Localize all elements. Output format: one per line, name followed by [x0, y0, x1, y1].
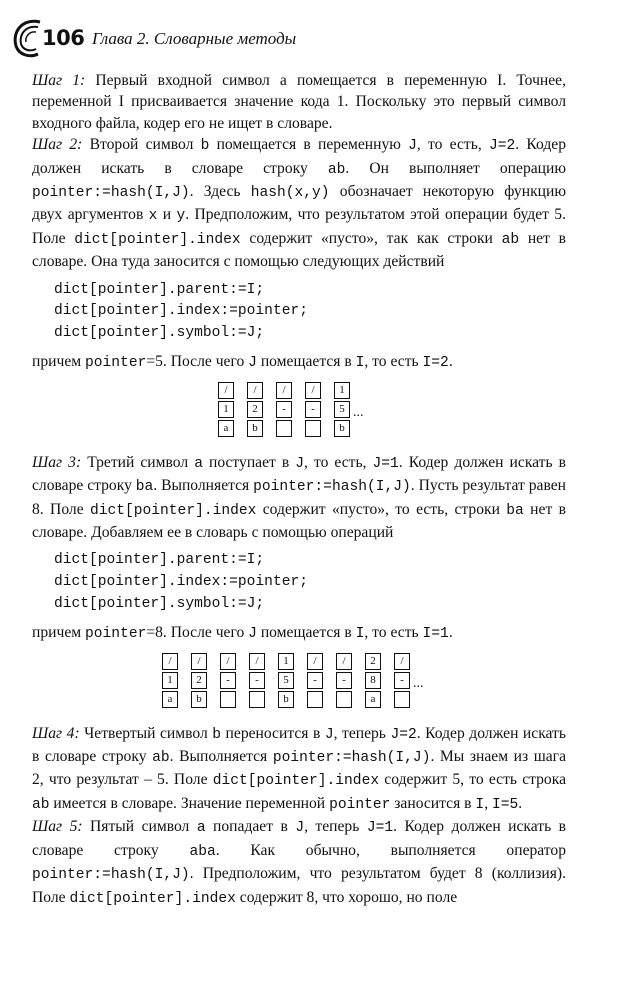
dict-index-cell: - — [220, 672, 236, 689]
text: . Кодер должен искать в словаре строку — [32, 724, 566, 766]
dict-symbol-cell — [394, 691, 410, 708]
dict-entry — [191, 653, 207, 710]
text: , теперь — [304, 818, 367, 836]
text: содержит «пусто», так как строки — [240, 229, 502, 247]
text: обозначает некоторую функцию двух аргументов — [32, 183, 566, 224]
text: и — [157, 206, 177, 224]
text: попадает в — [205, 818, 296, 836]
code-inline: J=1 — [372, 455, 399, 472]
step4-paragraph — [32, 723, 566, 817]
text: . Здесь — [189, 183, 251, 201]
text: содержит «пусто», то есть, строки — [256, 500, 507, 518]
code-inline: J=2 — [488, 138, 516, 155]
dict-parent-cell: / — [191, 653, 207, 670]
ellipsis: ... — [413, 675, 424, 691]
dict-entry — [336, 653, 352, 710]
code-inline: J=1 — [366, 820, 394, 837]
text: причем — [32, 624, 86, 642]
dict-parent-cell: / — [307, 653, 323, 670]
dict-entry — [249, 653, 265, 710]
code-inline: I — [355, 626, 365, 643]
step1-text: Первый входной символ a помещается в переменную I. Точнее, переменной I присваивается значение кода 1. Поскольку это первый символ входного файла, кодер его не ищет в словаре. — [32, 72, 566, 132]
dictionary-diagram-2 — [32, 653, 566, 713]
dict-index-cell: 5 — [334, 401, 350, 418]
dict-index-cell: - — [336, 672, 352, 689]
code-inline: I=1 — [422, 626, 449, 643]
text: . — [448, 353, 453, 371]
code-line: dict[pointer].index:=pointer; — [54, 303, 308, 320]
text: содержит 5, то есть строка — [379, 771, 566, 789]
text: нет в словаре. Она туда заносится с помощью следующих действий — [32, 229, 566, 271]
text: имеется в словаре. Значение переменной — [49, 794, 330, 812]
code-inline: b — [212, 726, 222, 743]
text: . Он выполняет операцию — [345, 159, 567, 177]
code-inline: aba — [189, 843, 216, 860]
text: переносится в — [221, 724, 325, 742]
chapter-swirl-icon — [12, 18, 46, 58]
dict-index-cell: 8 — [365, 672, 381, 689]
code-inline: b — [200, 138, 210, 155]
dict-index-cell: 5 — [278, 672, 294, 689]
code-inline: J — [295, 820, 305, 837]
dict-entry — [394, 653, 410, 710]
dict-index-cell: 1 — [162, 672, 178, 689]
text: , то есть — [364, 353, 423, 371]
text: . — [448, 624, 453, 642]
dict-entry — [307, 653, 323, 710]
page-header — [12, 18, 612, 62]
code-inline: dict[pointer].index — [212, 773, 380, 790]
page-number: 106 — [42, 26, 85, 50]
code-block — [54, 550, 566, 615]
dict-entry — [218, 382, 234, 439]
text: , то есть — [364, 624, 423, 642]
dict-symbol-cell: b — [247, 420, 263, 437]
text: . Выполняется — [169, 748, 273, 766]
text: заносится в — [390, 794, 476, 812]
code-inline: J=2 — [390, 726, 417, 743]
running-title: Глава 2. Словарные методы — [92, 29, 297, 48]
dict-parent-cell: / — [305, 382, 321, 399]
dict-entry — [365, 653, 381, 710]
code-inline: pointer:=hash(I,J) — [32, 185, 190, 202]
dict-index-cell: 1 — [218, 401, 234, 418]
code-line: dict[pointer].parent:=I; — [54, 281, 265, 298]
dict-parent-cell: / — [394, 653, 410, 670]
code-line: dict[pointer].index:=pointer; — [54, 574, 308, 591]
dictionary-diagram-1 — [32, 382, 566, 442]
code-inline: pointer — [85, 626, 147, 643]
dict-symbol-cell: b — [334, 420, 350, 437]
code-inline: I — [475, 796, 485, 813]
step-label: Шаг 4: — [32, 724, 80, 742]
text: , — [484, 794, 492, 812]
text: . Предположим, что результатом этой операции будет 5. Поле — [32, 206, 566, 247]
dict-symbol-cell: b — [278, 691, 294, 708]
code-inline: I — [355, 355, 365, 372]
dict-parent-cell: / — [247, 382, 263, 399]
code-inline: a — [196, 820, 206, 837]
code-inline: dict[pointer].index — [89, 502, 257, 519]
dict-index-cell: - — [276, 401, 292, 418]
text: . — [518, 794, 523, 812]
text: . Пусть результат равен 8. Поле — [32, 477, 567, 518]
text: . Кодер должен искать в словаре строку — [32, 136, 566, 177]
ellipsis: ... — [353, 404, 364, 420]
text: поступает в — [202, 453, 296, 471]
step1-paragraph — [32, 70, 566, 134]
code-inline: ab — [327, 161, 346, 178]
code-inline: I=5 — [491, 796, 519, 813]
code-inline: J — [295, 455, 305, 472]
text: помещается в — [256, 624, 356, 642]
text: помещается в переменную — [209, 136, 409, 154]
code-inline: pointer:=hash(I,J) — [253, 479, 411, 496]
code-inline: pointer:=hash(I,J) — [32, 867, 190, 884]
code-inline: hash(x,y) — [250, 185, 330, 202]
dict-symbol-cell — [307, 691, 323, 708]
dict-entry — [278, 653, 294, 710]
dict-symbol-cell: b — [191, 691, 207, 708]
text: . Предположим, что результатом будет 8 (коллизия). Поле — [32, 865, 566, 906]
dict-entry — [247, 382, 263, 439]
code-inline: ab — [152, 750, 170, 767]
text: . Как обычно, выполняется оператор — [215, 841, 567, 859]
dict-symbol-cell — [305, 420, 321, 437]
code-inline: J — [408, 138, 417, 155]
dict-symbol-cell — [249, 691, 265, 708]
text: =5. После чего — [146, 353, 249, 371]
step2-paragraph — [32, 134, 566, 272]
text: , то есть, — [416, 136, 489, 154]
code-inline: ab — [32, 796, 50, 813]
text: , теперь — [333, 724, 391, 742]
dict-entry — [276, 382, 292, 439]
code-line: dict[pointer].parent:=I; — [54, 552, 265, 569]
text: Третий символ — [81, 453, 195, 471]
dict-symbol-cell: a — [365, 691, 381, 708]
text: , то есть, — [304, 453, 373, 471]
text: . Кодер должен искать в словаре строку — [32, 453, 566, 495]
code-inline: dict[pointer].index — [74, 231, 241, 248]
code-inline: ba — [135, 479, 154, 496]
dict-symbol-cell — [336, 691, 352, 708]
text: Пятый символ — [82, 818, 197, 836]
step2-result — [32, 351, 566, 374]
dict-parent-cell: / — [276, 382, 292, 399]
code-inline: I=2 — [422, 355, 449, 372]
text: . Мы знаем из шага 2, что результат – 5. Поле — [32, 748, 566, 789]
code-line: dict[pointer].symbol:=J; — [54, 595, 265, 612]
step-label: Шаг 5: — [32, 818, 83, 836]
text: Второй символ — [82, 136, 201, 154]
page-body — [32, 70, 566, 910]
text: содержит 8, что хорошо, но поле — [235, 888, 458, 906]
text: =8. После чего — [146, 624, 249, 642]
dict-entry — [162, 653, 178, 710]
dict-index-cell: - — [305, 401, 321, 418]
dict-entry — [220, 653, 236, 710]
dict-index-cell: - — [307, 672, 323, 689]
code-inline: pointer — [85, 355, 147, 372]
text: . Кодер должен искать в словаре строку — [32, 818, 566, 859]
code-inline: a — [194, 455, 203, 472]
dict-entry — [334, 382, 350, 439]
step-label: Шаг 2: — [32, 136, 83, 154]
code-block — [54, 280, 566, 345]
code-inline: ba — [506, 502, 524, 519]
text: . Выполняется — [153, 477, 254, 495]
step3-result — [32, 622, 566, 645]
step-label: Шаг 3: — [32, 453, 82, 471]
dict-index-cell: - — [394, 672, 410, 689]
dict-parent-cell: / — [336, 653, 352, 670]
dict-index-cell: 2 — [191, 672, 207, 689]
code-inline: pointer — [329, 796, 391, 813]
dict-symbol-cell — [276, 420, 292, 437]
text: причем — [32, 353, 86, 371]
code-inline: ab — [501, 231, 520, 248]
dict-symbol-cell: a — [162, 691, 178, 708]
dict-parent-cell: / — [162, 653, 178, 670]
step-label: Шаг 1: — [32, 72, 86, 89]
text: нет в словаре. Добавляем ее в словарь с помощью операций — [32, 500, 566, 542]
step3-paragraph — [32, 452, 566, 544]
dict-entry — [305, 382, 321, 439]
step5-paragraph — [32, 816, 566, 910]
code-inline: J — [248, 626, 257, 643]
dict-parent-cell: 1 — [278, 653, 294, 670]
text: Четвертый символ — [79, 724, 213, 742]
text: помещается в — [256, 353, 356, 371]
dict-symbol-cell — [220, 691, 236, 708]
code-inline: J — [324, 726, 334, 743]
dict-parent-cell: 2 — [365, 653, 381, 670]
dict-index-cell: - — [249, 672, 265, 689]
dict-parent-cell: / — [220, 653, 236, 670]
dict-index-cell: 2 — [247, 401, 263, 418]
code-inline: x — [148, 208, 158, 225]
code-line: dict[pointer].symbol:=J; — [54, 324, 265, 341]
code-inline: J — [248, 355, 257, 372]
dict-parent-cell: / — [249, 653, 265, 670]
code-inline: pointer:=hash(I,J) — [272, 750, 431, 767]
dict-parent-cell: / — [218, 382, 234, 399]
dict-symbol-cell: a — [218, 420, 234, 437]
code-inline: dict[pointer].index — [69, 890, 236, 907]
dict-parent-cell: 1 — [334, 382, 350, 399]
code-inline: y — [176, 208, 186, 225]
